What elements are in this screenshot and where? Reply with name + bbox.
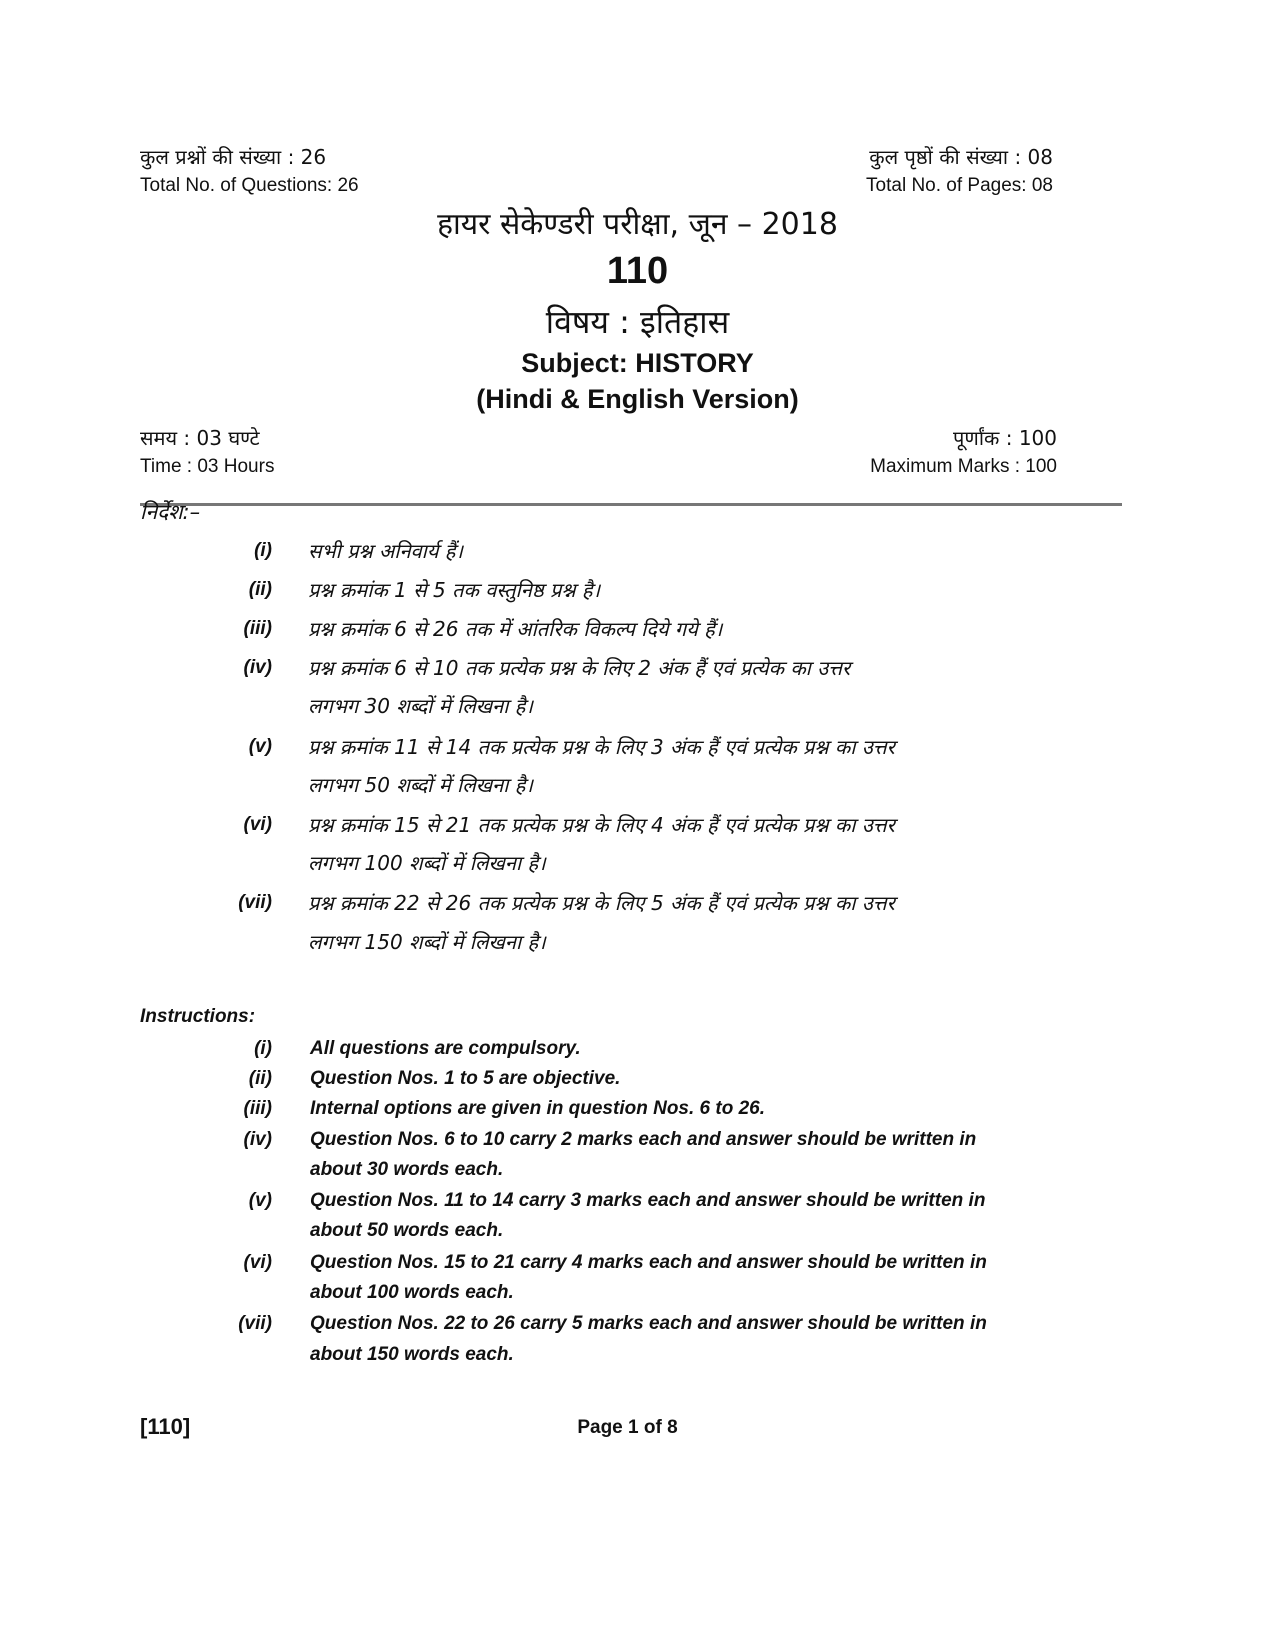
english-instruction-text: about 50 words each. (310, 1220, 504, 1241)
hindi-instruction-text: प्रश्न क्रमांक 6 से 26 तक में आंतरिक विकल्प दिये गये हैं। (308, 617, 723, 641)
english-instruction-text: Question Nos. 22 to 26 carry 5 marks each and answer should be written in (310, 1313, 987, 1334)
hindi-instruction-number: (iv) (243, 657, 272, 678)
english-instruction-text: All questions are compulsory. (310, 1038, 581, 1059)
hindi-instruction-number: (ii) (248, 579, 272, 600)
english-instruction-text: about 150 words each. (310, 1344, 514, 1365)
total-pages-hindi: कुल पृष्ठों की संख्या : 08 (869, 145, 1053, 169)
english-instruction-number: (vii) (238, 1313, 272, 1334)
header-divider (140, 503, 1122, 506)
hindi-instruction-text: लगभग 30 शब्दों में लिखना है। (308, 694, 533, 718)
hindi-instruction-number: (vii) (238, 892, 272, 913)
english-instruction-number: (i) (254, 1038, 272, 1059)
subject-english: Subject: HISTORY (521, 348, 754, 378)
hindi-instruction-text: लगभग 150 शब्दों में लिखना है। (308, 930, 546, 954)
english-instruction-text: Question Nos. 11 to 14 carry 3 marks each and answer should be written in (310, 1190, 986, 1211)
english-instructions-heading: Instructions: (140, 1006, 256, 1027)
marks-english: Maximum Marks : 100 (870, 456, 1057, 477)
english-instruction-text: about 30 words each. (310, 1159, 504, 1180)
footer-paper-code: [110] (140, 1414, 191, 1439)
english-instruction-number: (v) (248, 1190, 272, 1211)
total-questions-english: Total No. of Questions: 26 (140, 175, 359, 196)
hindi-instruction-text: प्रश्न क्रमांक 15 से 21 तक प्रत्येक प्रश्न के लिए 4 अंक हैं एवं प्रत्येक प्रश्न का उत्तर (308, 813, 895, 837)
hindi-instruction-number: (v) (248, 736, 272, 757)
english-instruction-text: about 100 words each. (310, 1282, 514, 1303)
hindi-instruction-number: (i) (254, 540, 272, 561)
english-instruction-number: (iii) (243, 1098, 272, 1119)
hindi-instruction-text: प्रश्न क्रमांक 1 से 5 तक वस्तुनिष्ठ प्रश्न है। (308, 578, 601, 602)
hindi-instruction-text: प्रश्न क्रमांक 11 से 14 तक प्रत्येक प्रश्न के लिए 3 अंक हैं एवं प्रत्येक प्रश्न का उत्तर (308, 735, 895, 759)
page-number: Page 1 of 8 (577, 1417, 678, 1438)
paper-code: 110 (606, 250, 669, 292)
english-instruction-text: Question Nos. 1 to 5 are objective. (310, 1068, 621, 1089)
hindi-instruction-text: प्रश्न क्रमांक 22 से 26 तक प्रत्येक प्रश्न के लिए 5 अंक हैं एवं प्रत्येक प्रश्न का उत्तर (308, 891, 895, 915)
total-pages-english: Total No. of Pages: 08 (866, 175, 1053, 196)
exam-title-hindi: हायर सेकेण्डरी परीक्षा, जून – 2018 (437, 207, 838, 242)
time-hindi: समय : 03 घण्टे (140, 426, 260, 450)
time-english: Time : 03 Hours (140, 456, 275, 477)
total-questions-hindi: कुल प्रश्नों की संख्या : 26 (140, 145, 327, 169)
english-instruction-number: (vi) (243, 1252, 272, 1273)
marks-hindi: पूर्णांक : 100 (953, 426, 1057, 450)
hindi-instruction-text: प्रश्न क्रमांक 6 से 10 तक प्रत्येक प्रश्न के लिए 2 अंक हैं एवं प्रत्येक का उत्तर (308, 656, 851, 680)
hindi-instruction-number: (iii) (243, 618, 272, 639)
subject-hindi: विषय : इतिहास (545, 303, 730, 341)
hindi-instruction-number: (vi) (243, 814, 272, 835)
hindi-instruction-text: लगभग 100 शब्दों में लिखना है। (308, 851, 546, 875)
english-instruction-number: (ii) (248, 1068, 272, 1089)
version-label: (Hindi & English Version) (476, 384, 799, 414)
hindi-instruction-text: लगभग 50 शब्दों में लिखना है। (308, 773, 533, 797)
english-instruction-number: (iv) (243, 1129, 272, 1150)
english-instruction-text: Internal options are given in question Nos. 6 to 26. (310, 1098, 766, 1119)
english-instruction-text: Question Nos. 15 to 21 carry 4 marks each and answer should be written in (310, 1252, 987, 1273)
hindi-instruction-text: सभी प्रश्न अनिवार्य हैं। (308, 539, 464, 563)
hindi-instructions-heading: निर्देश:– (140, 500, 201, 524)
english-instruction-text: Question Nos. 6 to 10 carry 2 marks each and answer should be written in (310, 1129, 977, 1150)
